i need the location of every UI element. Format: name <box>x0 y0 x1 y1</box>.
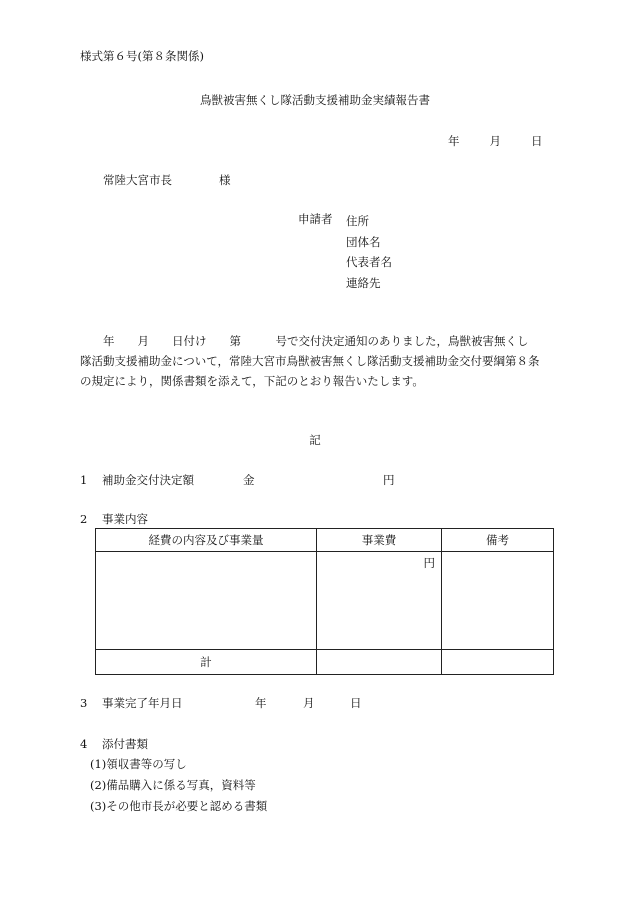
item-number: 1 <box>80 473 88 487</box>
completion-day: 日 <box>350 696 362 710</box>
addressee-honorific: 様 <box>219 173 231 187</box>
applicant-label: 申請者 <box>298 212 333 226</box>
remarks-cell[interactable] <box>442 552 554 650</box>
list-item: (2)備品購入に係る写真，資料等 <box>90 778 256 792</box>
cost-cell[interactable] <box>317 552 442 650</box>
item-attachments <box>80 736 148 752</box>
yen-label: 円 <box>383 473 395 487</box>
item-project-content <box>80 511 148 527</box>
list-item: (1)領収書等の写し <box>90 757 187 771</box>
applicant-contact-label: 連絡先 <box>346 275 381 290</box>
total-remarks-cell[interactable] <box>442 650 554 675</box>
item-label: 添付書類 <box>102 737 148 751</box>
applicant-group-label: 団体名 <box>346 234 381 249</box>
ki-heading: 記 <box>309 433 321 447</box>
date-year: 年 <box>448 134 460 148</box>
completion-year: 年 <box>255 696 267 710</box>
item-number: 4 <box>80 737 88 751</box>
applicant-address-label: 住所 <box>346 214 369 228</box>
date-month: 月 <box>489 134 501 148</box>
table-row <box>96 552 554 650</box>
kin-label: 金 <box>243 473 255 487</box>
column-header-remarks: 備考 <box>442 529 554 552</box>
column-header-cost: 事業費 <box>317 529 442 552</box>
total-cost-cell[interactable] <box>317 650 442 675</box>
attachment-list <box>90 754 267 817</box>
completion-month: 月 <box>303 696 315 710</box>
item-number: 2 <box>80 512 88 526</box>
body-paragraph <box>80 331 552 391</box>
item-number: 3 <box>80 696 88 710</box>
date-line <box>448 133 543 149</box>
yen-unit: 円 <box>423 556 435 570</box>
item-grant-amount <box>80 472 395 488</box>
column-header-content: 経費の内容及び事業量 <box>96 529 317 552</box>
item-completion-date <box>80 695 362 711</box>
table-header-row <box>96 529 554 552</box>
item-label: 事業完了年月日 <box>102 696 183 710</box>
item-label: 補助金交付決定額 <box>102 473 194 487</box>
applicant-fields <box>346 211 392 293</box>
list-item: (3)その他市長が必要と認める書類 <box>90 799 268 813</box>
body-line: の規定により，関係書類を添えて，下記のとおり報告いたします。 <box>80 374 424 388</box>
applicant-representative-label: 代表者名 <box>346 255 392 269</box>
document-title: 鳥獣被害無くし隊活動支援補助金実績報告書 <box>200 93 430 107</box>
date-day: 日 <box>531 134 543 148</box>
addressee-name: 常陸大宮市長 <box>103 173 172 187</box>
total-label: 計 <box>96 650 317 675</box>
body-line: 年 月 日付け 第 号で交付決定通知のありました，鳥獣被害無くし <box>80 334 529 348</box>
project-content-table <box>95 528 554 675</box>
table-total-row <box>96 650 554 675</box>
form-number: 様式第６号(第８条関係) <box>80 49 204 63</box>
item-label: 事業内容 <box>102 512 148 526</box>
content-cell[interactable] <box>96 552 317 650</box>
body-line: 隊活動支援補助金について，常陸大宮市鳥獣被害無くし隊活動支援補助金交付要綱第８条 <box>80 354 540 368</box>
